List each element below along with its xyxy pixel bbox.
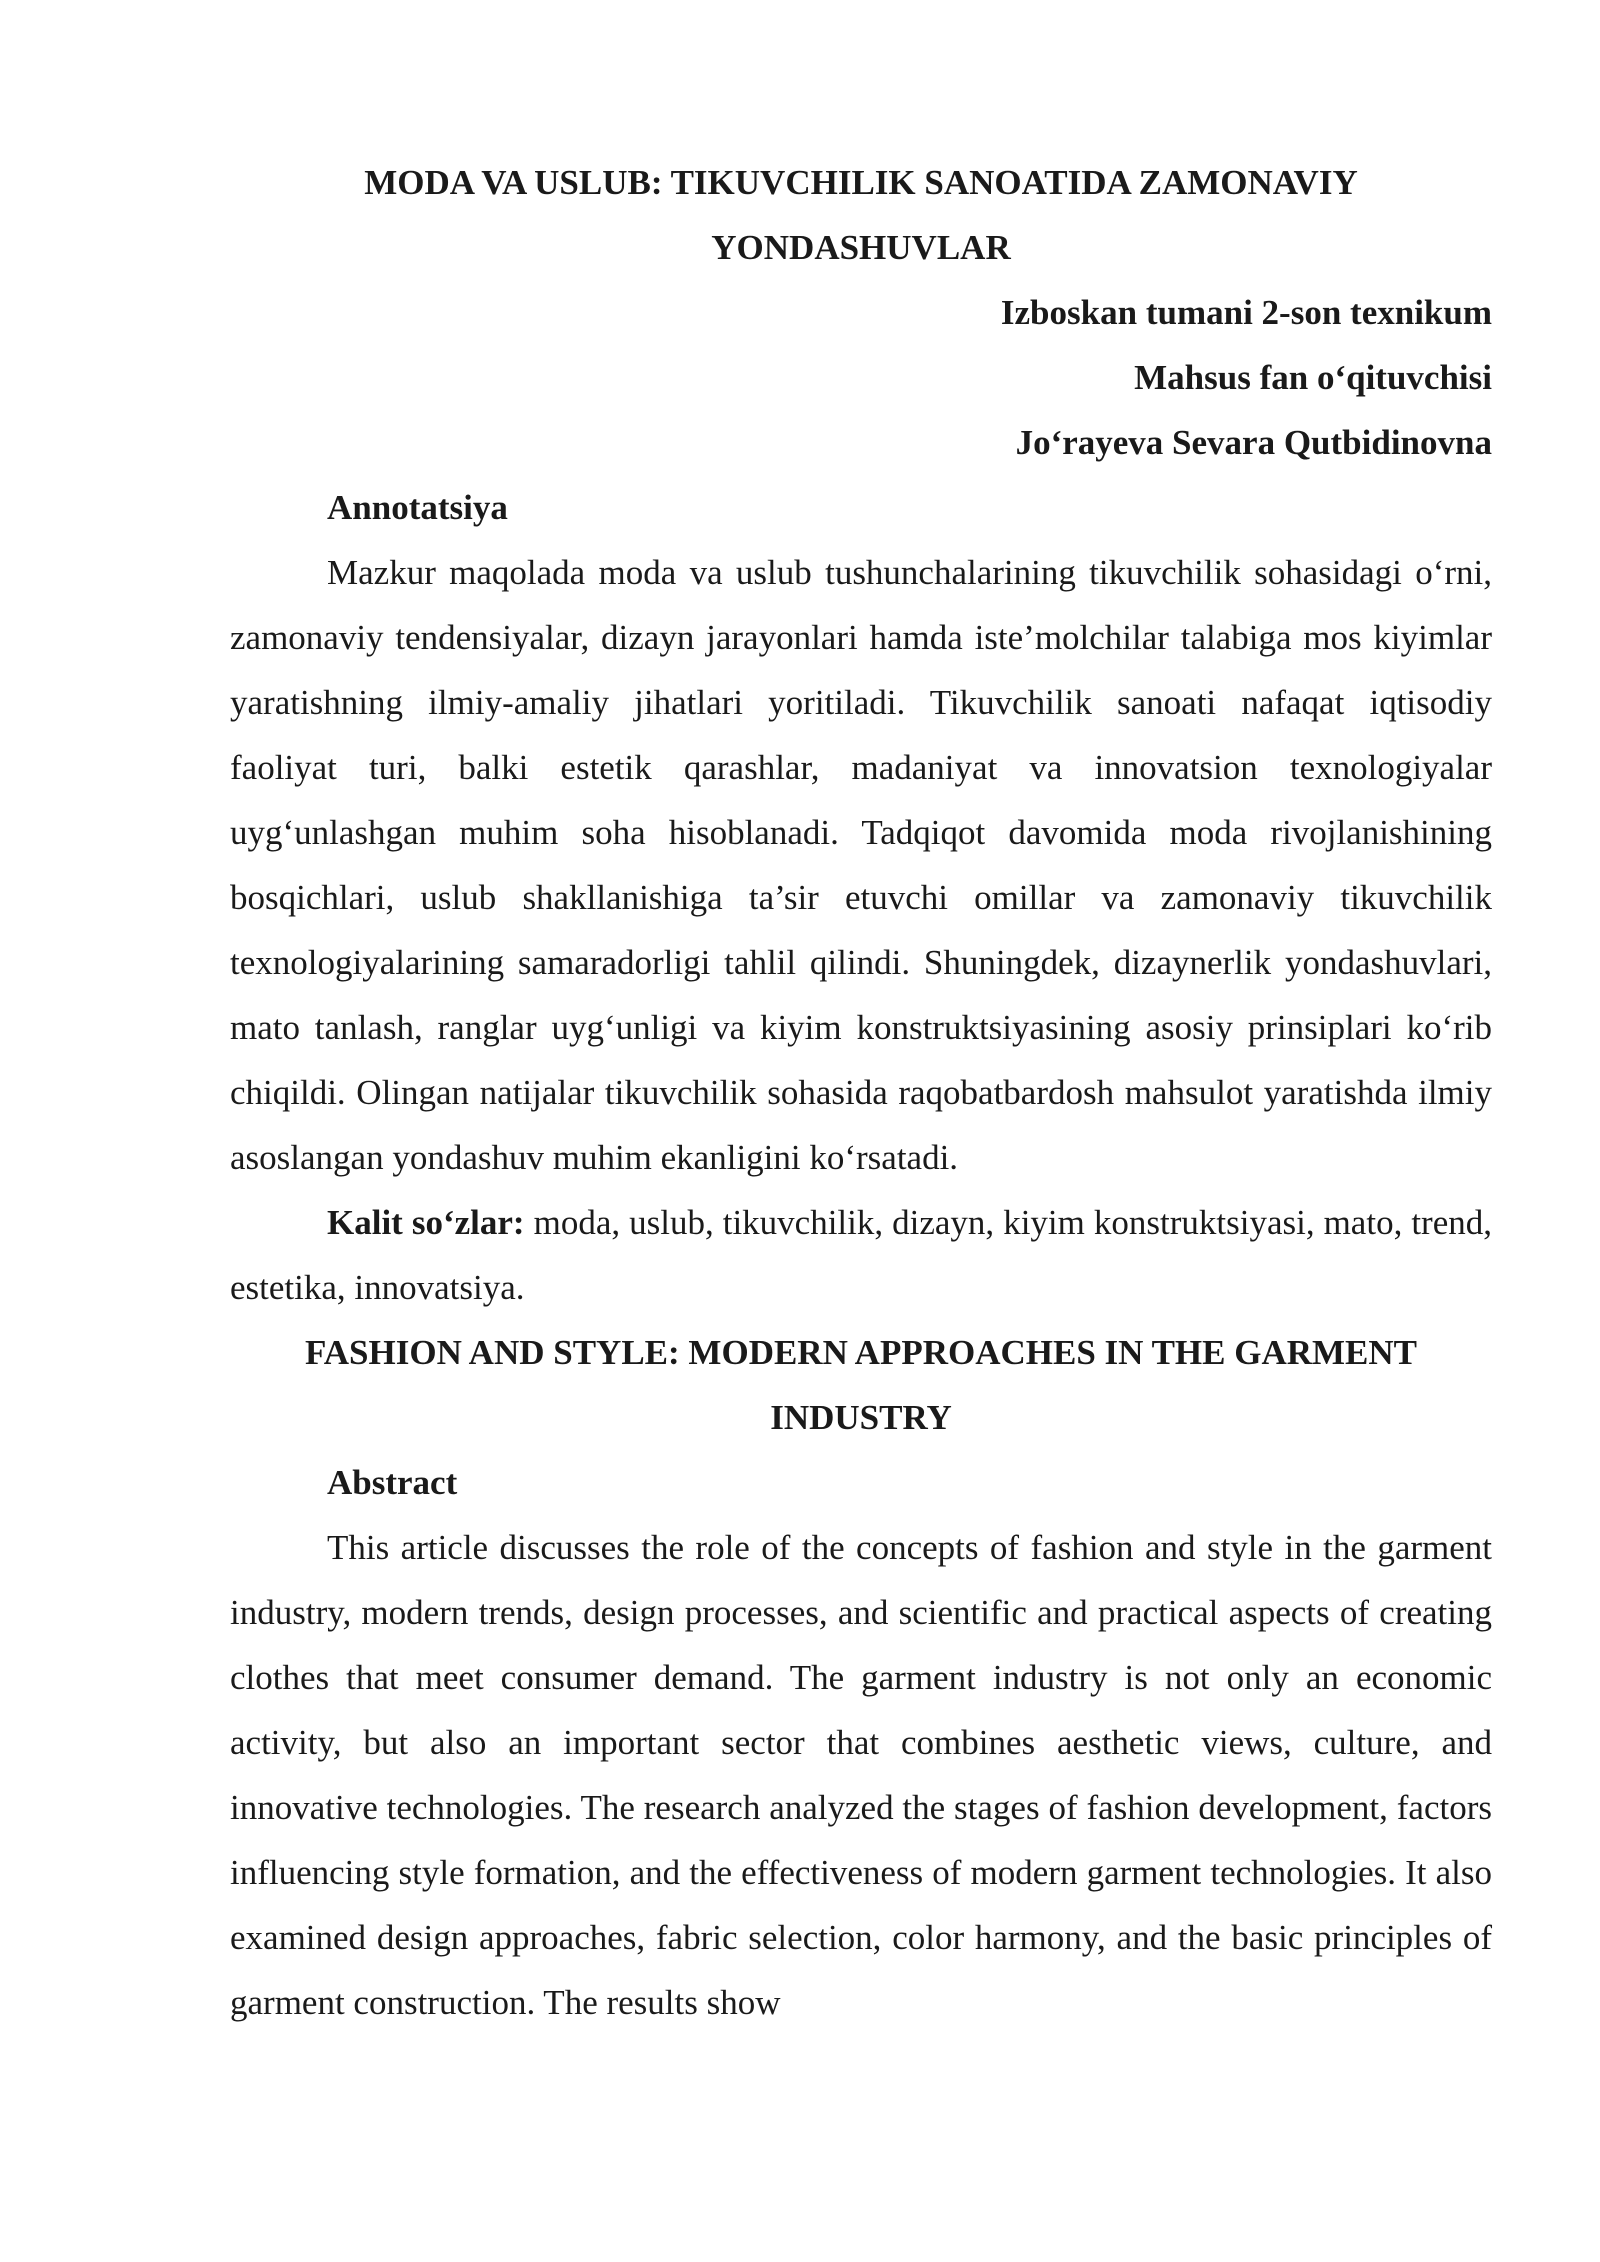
uz-title-line-2: YONDASHUVLAR xyxy=(711,228,1011,267)
author-name: Jo‘rayeva Sevara Qutbidinovna xyxy=(1015,423,1492,462)
author-position: Mahsus fan o‘qituvchisi xyxy=(1134,358,1492,397)
abstract-heading: Abstract xyxy=(327,1463,458,1502)
uz-title-line-1: MODA VA USLUB: TIKUVCHILIK SANOATIDA ZAMONAVIY xyxy=(364,163,1358,202)
keywords-paragraph xyxy=(230,1190,1492,1320)
en-title-line-1: FASHION AND STYLE: MODERN APPROACHES IN THE GARMENT xyxy=(304,1333,1418,1372)
keywords-text: moda, uslub, tikuvchilik, dizayn, kiyim konstruktsiyasi, mato, trend, estetika, innovatsiya. xyxy=(230,1203,1492,1307)
annotation-heading: Annotatsiya xyxy=(327,488,508,527)
author-institution: Izboskan tumani 2-son texnikum xyxy=(1000,293,1492,332)
keywords-label: Kalit so‘zlar: xyxy=(327,1203,525,1242)
author-block xyxy=(230,280,1492,475)
annotation-text: Mazkur maqolada moda va uslub tushunchalarining tikuvchilik sohasidagi o‘rni, zamonaviy tendensiyalar, dizayn jarayonlari hamda iste’molchilar talabiga mos kiyimlar yaratishning ilmiy-amaliy jihatlari yoritiladi. Tikuvchilik sanoati nafaqat iqtisodiy faoliyat turi, balki estetik qarashlar, madaniyat va innovatsion texnologiyalar uyg‘unlashgan muhim soha hisoblanadi. Tadqiqot davomida moda rivojlanishining bosqichlari, uslub shakllanishiga ta’sir etuvchi omillar va zamonaviy tikuvchilik texnologiyalarining samaradorligi tahlil qilindi. Shuningdek, dizaynerlik yondashuvlari, mato tanlash, ranglar uyg‘unligi va kiyim konstruktsiyasining asosiy prinsiplari ko‘rib chiqildi. Olingan natijalar tikuvchilik sohasida raqobatbardosh mahsulot yaratishda ilmiy asoslangan yondashuv muhim ekanligini ko‘rsatadi. xyxy=(230,553,1492,1177)
document-page xyxy=(230,150,1492,2035)
en-title-line-2: INDUSTRY xyxy=(770,1398,952,1437)
abstract-text: This article discusses the role of the concepts of fashion and style in the garment industry, modern trends, design processes, and scientific and practical aspects of creating clothes that meet consumer demand. The garment industry is not only an economic activity, but also an important sector that combines aesthetic views, culture, and innovative technologies. The research analyzed the stages of fashion development, factors influencing style formation, and the effectiveness of modern garment technologies. It also examined design approaches, fabric selection, color harmony, and the basic principles of garment construction. The results show xyxy=(230,1528,1492,2022)
